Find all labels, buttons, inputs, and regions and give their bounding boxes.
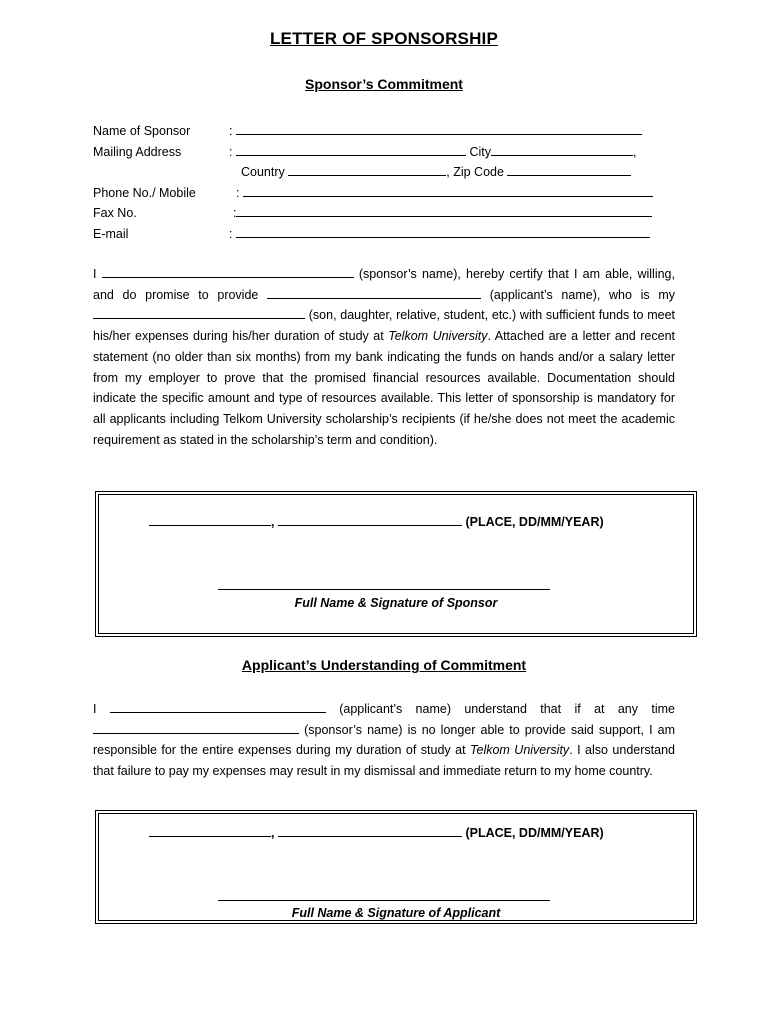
text: . Attached are a letter and recent statement (no older than six months) from my bank indicating the funds on hands and/or a salary letter from my employer to prove that the promised financial resources available. Documentation should indicate the specific amount and type of resources available. This letter of sponsorship is mandatory for all applicants including Telkom University scholarship’s recipients (if he/she does not meet the academic requirement as stated in the scholarship’s term and condition). bbox=[93, 329, 675, 447]
text: (sponsor’s name) is no longer able to provide said support, I am responsible for the entire expenses during my duration of study at bbox=[93, 722, 675, 758]
sponsor-commitment-heading: Sponsor’s Commitment bbox=[305, 76, 463, 92]
applicant-name-blank[interactable] bbox=[267, 286, 481, 299]
phone-field[interactable] bbox=[243, 184, 653, 197]
country-field[interactable] bbox=[288, 163, 446, 176]
colon: : bbox=[229, 124, 233, 138]
text: (applicant’s name) understand that if at any time bbox=[339, 702, 675, 716]
sponsor-name-label: Name of Sponsor bbox=[93, 124, 191, 138]
university-name: Telkom University bbox=[388, 329, 488, 344]
text: (sponsor’s name), hereby certify that I am able, willing, and do promise to provide bbox=[93, 267, 675, 302]
colon: : bbox=[229, 227, 233, 241]
mailing-address-row bbox=[93, 143, 636, 161]
applicant-statement bbox=[93, 699, 675, 782]
fax-field[interactable] bbox=[236, 204, 652, 217]
place-date-label: (PLACE, DD/MM/YEAR) bbox=[465, 826, 604, 840]
applicant-signature-line[interactable] bbox=[218, 900, 550, 901]
applicant-date-field[interactable] bbox=[278, 824, 462, 837]
sponsor-name-blank[interactable] bbox=[93, 721, 299, 734]
zip-label: , Zip Code bbox=[446, 165, 504, 179]
sponsor-date-field[interactable] bbox=[278, 513, 462, 526]
comma: , bbox=[271, 826, 275, 840]
zip-code-field[interactable] bbox=[507, 163, 631, 176]
text: I bbox=[93, 267, 97, 281]
relationship-blank[interactable] bbox=[93, 306, 305, 319]
place-date-label: (PLACE, DD/MM/YEAR) bbox=[465, 515, 604, 529]
applicant-place-date-row bbox=[149, 824, 604, 840]
applicant-understanding-heading: Applicant’s Understanding of Commitment bbox=[241, 657, 527, 673]
sponsor-name-row bbox=[93, 122, 642, 140]
applicant-signature-caption: Full Name & Signature of Applicant bbox=[291, 906, 501, 920]
comma: , bbox=[632, 145, 637, 159]
country-label: Country bbox=[241, 165, 285, 179]
sponsor-signature-caption: Full Name & Signature of Sponsor bbox=[294, 596, 498, 610]
applicant-name-blank[interactable] bbox=[110, 700, 326, 713]
city-label: City bbox=[469, 145, 491, 159]
applicant-signature-box bbox=[95, 810, 697, 924]
city-field[interactable] bbox=[491, 143, 633, 156]
sponsor-place-field[interactable] bbox=[149, 513, 271, 526]
applicant-place-field[interactable] bbox=[149, 824, 271, 837]
email-label: E-mail bbox=[93, 227, 129, 241]
sponsor-statement bbox=[93, 264, 675, 450]
text: I bbox=[93, 702, 97, 716]
mailing-address-field[interactable] bbox=[236, 143, 466, 156]
document-title: LETTER OF SPONSORSHIP bbox=[269, 29, 499, 48]
email-row bbox=[93, 225, 650, 243]
colon: : bbox=[229, 145, 233, 159]
fax-row bbox=[93, 204, 652, 222]
colon: : bbox=[233, 206, 237, 220]
text: . I also understand that failure to pay my expenses may result in my dismissal and immediate return to my home country. bbox=[93, 743, 675, 779]
phone-row bbox=[93, 184, 653, 202]
comma: , bbox=[271, 515, 275, 529]
mailing-address-label: Mailing Address bbox=[93, 145, 182, 159]
colon: : bbox=[236, 186, 240, 200]
fax-label: Fax No. bbox=[93, 206, 137, 220]
sponsor-signature-box bbox=[95, 491, 697, 637]
email-field[interactable] bbox=[236, 225, 650, 238]
country-row bbox=[241, 163, 631, 181]
phone-label: Phone No./ Mobile bbox=[93, 186, 196, 200]
text: (applicant’s name), who is my bbox=[489, 287, 675, 302]
university-name: Telkom University bbox=[470, 743, 570, 758]
sponsor-name-field[interactable] bbox=[236, 122, 642, 135]
sponsor-signature-line[interactable] bbox=[218, 589, 550, 590]
sponsor-name-blank[interactable] bbox=[102, 265, 354, 278]
text: (son, daughter, relative, student, etc.) with sufficient funds to meet his/her expenses during his/her duration of study at bbox=[93, 308, 675, 344]
sponsor-place-date-row bbox=[149, 513, 604, 529]
